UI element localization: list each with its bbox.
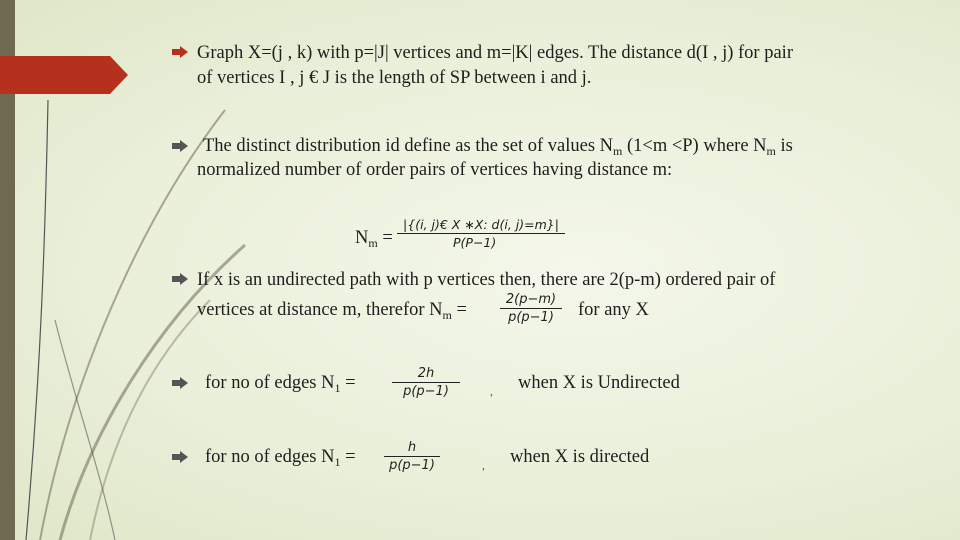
bullet-3-line-1: If x is an undirected path with p vertices then, there are 2(p-m) ordered pair of [197, 270, 776, 290]
bullet-1-line-1: Graph X=(j , k) with p=|J| vertices and m=|K| edges. The distance d(I , j) for pair [197, 43, 793, 63]
bullet-3-line-2: vertices at distance m, therefor $N_m$ = [197, 300, 467, 322]
bullet-3-fraction: 2(p−m) p(p−1) [500, 292, 562, 325]
arrow-bullet-icon [172, 140, 188, 152]
bullet-5-text: for no of edges $N_1$ = [205, 447, 356, 469]
bullet-5-comma: , [482, 458, 485, 472]
bullet-4-comma: , [490, 384, 493, 398]
bullet-3-tail: for any X [578, 300, 649, 320]
bullet-4-tail: when X is Undirected [518, 373, 680, 393]
arrow-bullet-icon [172, 451, 188, 463]
formula-lhs: $N_m$ = [355, 228, 393, 250]
bullet-5-tail: when X is directed [510, 447, 650, 467]
arrow-bullet-icon [172, 46, 188, 58]
formula-fraction: |{(i, j)€ X ∗X: d(i, j)=m}| P(P−1) [397, 217, 565, 250]
bullet-4-fraction: 2h p(p−1) [392, 366, 460, 399]
bullet-2-line-1: The distinct distribution id define as the set of values $N_m$ (1<m <P) where $N_m$ is [203, 136, 793, 158]
bullet-2-line-2: normalized number of order pairs of vertices having distance m: [197, 160, 673, 180]
bullet-4-text: for no of edges $N_1$ = [205, 373, 356, 395]
bullet-5-fraction: h p(p−1) [384, 440, 440, 473]
arrow-bullet-icon [172, 273, 188, 285]
bullet-1-line-2: of vertices I , j € J is the length of SP between i and j. [197, 68, 592, 88]
arrow-bullet-icon [172, 377, 188, 389]
